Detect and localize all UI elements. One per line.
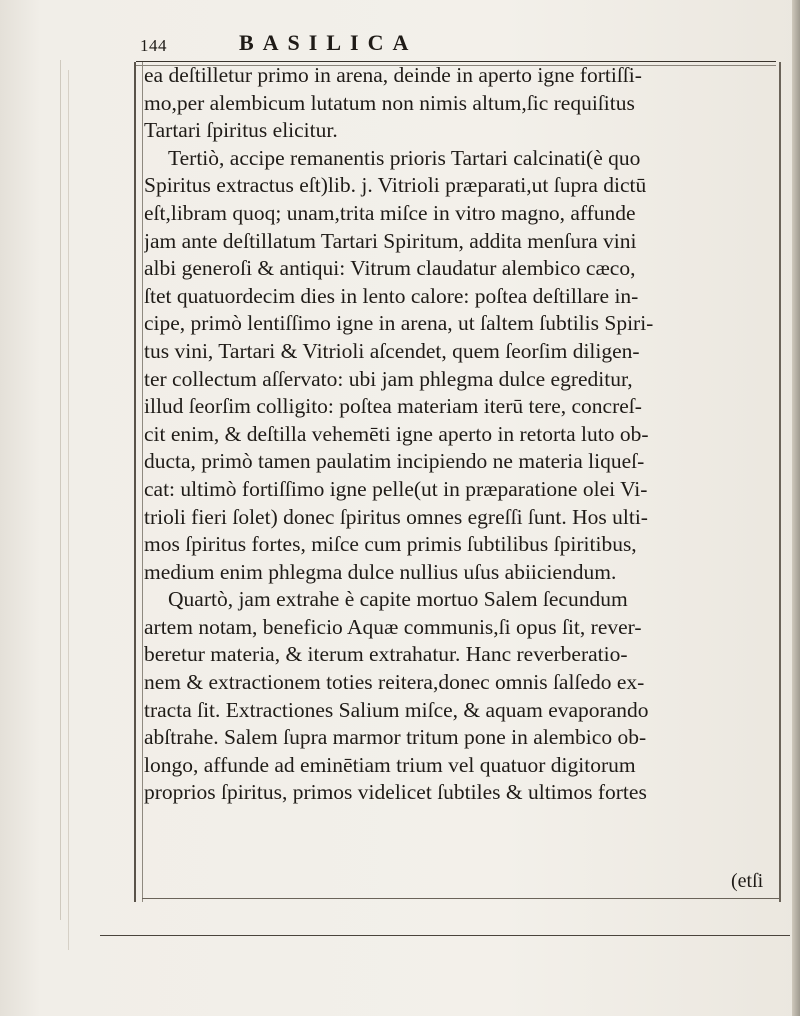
running-title: BASILICA — [239, 30, 418, 55]
text-line: tus vini, Tartari & Vitrioli aſcendet, quem ſeorſim diligen- — [144, 338, 640, 363]
text-line: jam ante deſtillatum Tartari Spiritum, addita menſura vini — [144, 228, 637, 253]
text-line: proprios ſpiritus, primos videlicet ſubtiles & ultimos fortes — [144, 780, 647, 805]
page-edge — [792, 0, 800, 1016]
text-line: longo, affunde ad eminētiam trium vel quatuor digitorum — [144, 752, 636, 777]
body-text — [144, 62, 776, 807]
text-line: beretur materia, & iterum extrahatur. Hanc reverberatio- — [144, 642, 628, 667]
running-header — [136, 28, 776, 60]
catchword: (etſi — [731, 870, 764, 892]
text-line: albi generoſi & antiqui: Vitrum claudatur alembico cæco, — [144, 256, 636, 281]
text-line: illud ſeorſim colligito: poſtea materiam iterū tere, concreſ- — [144, 394, 642, 419]
text-line: cipe, primò lentiſſimo igne in arena, ut ſaltem ſubtilis Spiri- — [144, 311, 654, 336]
text-line: nem & extractionem toties reitera,donec omnis ſalſedo ex- — [144, 670, 645, 695]
text-line: trioli fieri ſolet) donec ſpiritus omnes egreſſi ſunt. Hos ulti- — [144, 504, 648, 529]
text-line: ea deſtilletur primo in arena, deinde in aperto igne fortiſſi- — [144, 63, 642, 87]
text-line: ter collectum aſſervato: ubi jam phlegma dulce egreditur, — [144, 366, 633, 391]
text-line: Tertiò, accipe remanentis prioris Tartari calcinati(è quo — [168, 145, 641, 170]
text-line: tracta ſit. Extractiones Salium miſce, & aquam evaporando — [144, 697, 649, 722]
text-line: cat: ultimò fortiſſimo igne pelle(ut in præparatione olei Vi- — [144, 476, 648, 501]
text-line: Spiritus extractus eſt)lib. j. Vitrioli præparati,ut ſupra dictū — [144, 173, 647, 198]
text-line: ſtet quatuordecim dies in lento calore: poſtea deſtillare in- — [144, 283, 639, 308]
text-frame-rule — [134, 62, 136, 902]
text-line: mos ſpiritus fortes, miſce cum primis ſubtilibus ſpiritibus, — [144, 532, 637, 557]
text-line: Quartò, jam extrahe è capite mortuo Salem ſecundum — [168, 587, 628, 612]
margin-line — [68, 70, 69, 950]
text-line: abſtrahe. Salem ſupra marmor tritum pone in alembico ob- — [144, 725, 647, 750]
text-line: mo,per alembicum lutatum non nimis altum,ſic requiſitus — [144, 90, 635, 115]
page-bottom-rule — [100, 935, 790, 936]
text-line: eſt,libram quoq; unam,trita miſce in vitro magno, affunde — [144, 200, 636, 225]
text-frame-rule — [142, 898, 780, 899]
text-line: ducta, primò tamen paulatim incipiendo ne materia liqueſ- — [144, 449, 645, 474]
text-line: Tartari ſpiritus elicitur. — [144, 118, 338, 143]
page-number: 144 — [140, 36, 167, 55]
text-line: cit enim, & deſtilla vehemēti igne aperto in retorta luto ob- — [144, 421, 649, 446]
text-line: artem notam, beneficio Aquæ communis,ſi opus ſit, rever- — [144, 614, 642, 639]
margin-line — [60, 60, 61, 920]
text-frame-rule — [142, 62, 143, 902]
text-frame-rule — [779, 62, 781, 902]
text-line: medium enim phlegma dulce nullius uſus abiiciendum. — [144, 559, 617, 584]
